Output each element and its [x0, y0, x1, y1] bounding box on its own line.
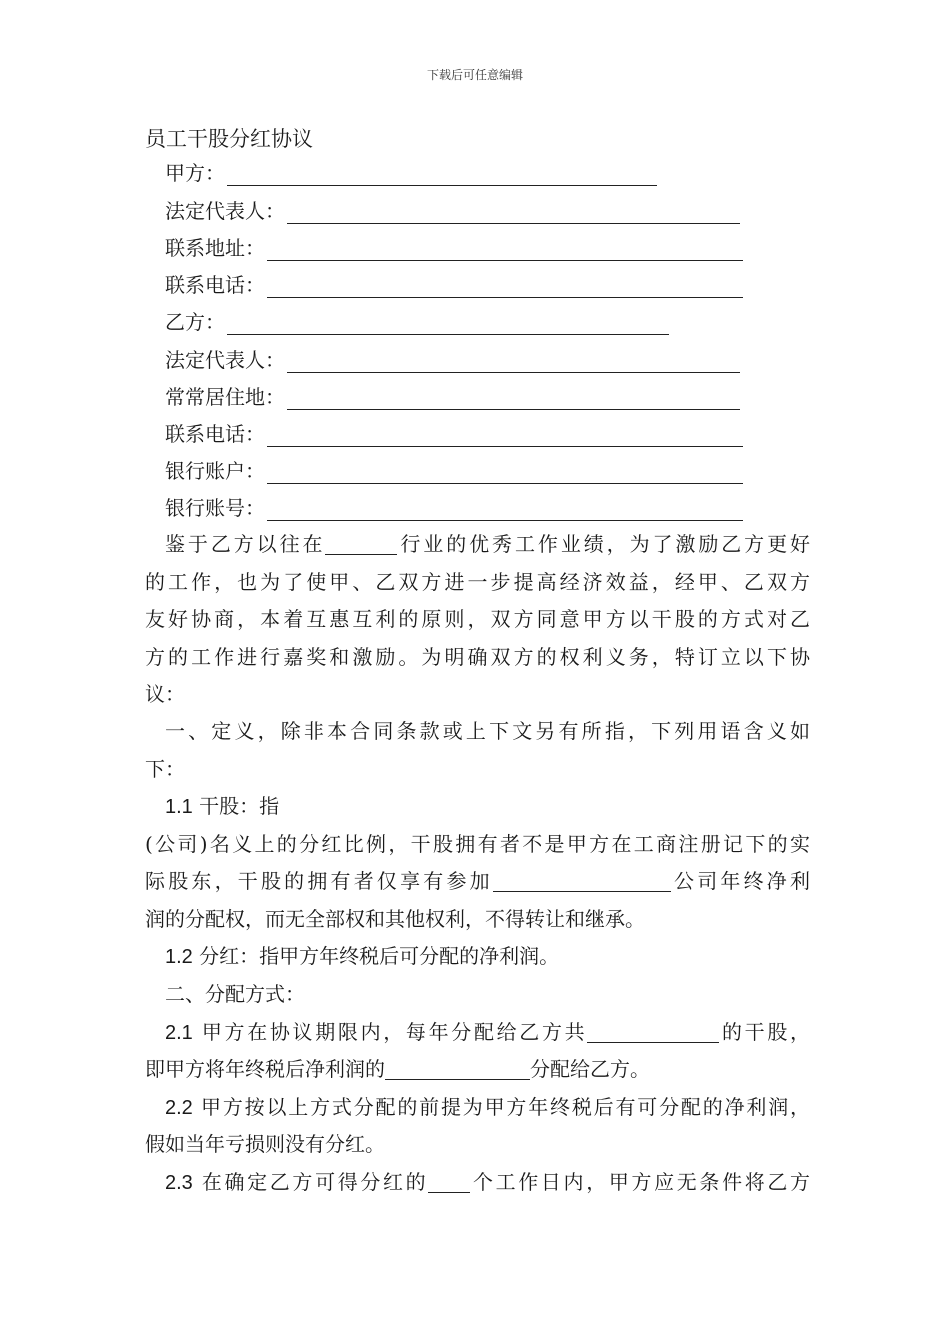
document-title: 员工干股分红协议	[145, 127, 313, 151]
text-line: 润的分配权，而无全部权和其他权利，不得转让和继承。	[145, 906, 645, 931]
section-heading: 一、定义，除非本合同条款或上下文另有所指，下列用语含义如	[165, 719, 810, 743]
clause-number: 1.2	[165, 946, 193, 968]
text-run: 公司年终净利	[670, 869, 811, 893]
text-line	[145, 526, 810, 564]
text-run: 即甲方将年终税后净利润的	[145, 1057, 385, 1081]
text-line: 议：	[145, 682, 185, 706]
text-run: 行业的优秀工作业绩，为了激励乙方更好	[397, 532, 811, 556]
clause-2-1	[145, 1014, 810, 1052]
text-run: 干股：指	[199, 794, 280, 818]
fill-in-line[interactable]	[287, 387, 740, 410]
clause-1-1	[145, 788, 810, 826]
fill-in-line[interactable]	[267, 461, 743, 484]
fill-in-line[interactable]	[227, 163, 657, 186]
fill-in-blank[interactable]	[428, 1168, 470, 1193]
text-line	[145, 1051, 810, 1089]
party-b-bank-account-field[interactable]	[165, 454, 743, 484]
text-line	[145, 863, 810, 901]
field-label: 常常居住地：	[165, 385, 285, 409]
text-run: 在确定乙方可得分红的	[201, 1169, 429, 1194]
fill-in-line[interactable]	[267, 275, 743, 298]
text-line: 友好协商，本着互惠互利的原则，双方同意甲方以干股的方式对乙	[145, 607, 810, 631]
clause-number: 1.1	[165, 796, 193, 818]
text-line: (公司)名义上的分红比例，干股拥有者不是甲方在工商注册记下的实	[145, 831, 810, 856]
fill-in-line[interactable]	[267, 498, 743, 521]
preamble-paragraph	[145, 526, 810, 714]
text-run: 甲方在协议期限内，每年分配给乙方共	[201, 1019, 588, 1044]
section-2	[145, 976, 810, 1201]
text-run: 分红：指甲方年终税后可分配的净利润。	[199, 944, 560, 968]
party-a-name-field[interactable]	[165, 156, 657, 186]
party-b-legal-rep-field[interactable]	[165, 343, 740, 373]
field-label: 甲方：	[165, 161, 225, 185]
party-a-legal-rep-field[interactable]	[165, 194, 740, 224]
field-label: 法定代表人：	[165, 348, 285, 372]
field-label: 乙方：	[165, 310, 225, 334]
text-run: 际股东，干股的拥有者仅享有参加	[145, 869, 493, 893]
clause-number: 2.1	[165, 1021, 193, 1044]
fill-in-line[interactable]	[267, 424, 743, 447]
fill-in-blank[interactable]	[385, 1055, 530, 1080]
clause-1-2	[145, 938, 810, 976]
field-label: 银行账号：	[165, 496, 265, 520]
clause-2-2	[145, 1089, 810, 1127]
party-b-name-field[interactable]	[165, 305, 669, 335]
party-a-address-field[interactable]	[165, 231, 743, 261]
fill-in-line[interactable]	[227, 312, 669, 335]
clause-number: 2.3	[165, 1171, 193, 1194]
text-run: 甲方按以上方式分配的前提为甲方年终税后有可分配的净利润，	[201, 1094, 811, 1119]
field-label: 联系地址：	[165, 236, 265, 260]
text-run: 个工作日内，甲方应无条件将乙方	[470, 1169, 811, 1194]
fill-in-line[interactable]	[267, 238, 743, 261]
fill-in-line[interactable]	[287, 350, 740, 373]
party-b-phone-field[interactable]	[165, 417, 743, 447]
section-heading: 二、分配方式：	[165, 982, 305, 1006]
field-label: 联系电话：	[165, 422, 265, 446]
fill-in-blank[interactable]	[325, 530, 397, 555]
clause-2-3	[145, 1164, 810, 1202]
fill-in-blank[interactable]	[493, 867, 671, 892]
text-line: 的工作，也为了使甲、乙双方进一步提高经济效益，经甲、乙双方	[145, 569, 810, 594]
fill-in-line[interactable]	[287, 201, 740, 224]
fill-in-blank[interactable]	[587, 1018, 719, 1043]
text-run: 的干股，	[719, 1019, 811, 1044]
party-b-residence-field[interactable]	[165, 380, 740, 410]
party-b-bank-number-field[interactable]	[165, 491, 743, 521]
field-label: 法定代表人：	[165, 199, 285, 223]
text-line: 方的工作进行嘉奖和激励。为明确双方的权利义务，特订立以下协	[145, 644, 810, 669]
text-line: 下：	[145, 756, 185, 781]
text-line: 假如当年亏损则没有分红。	[145, 1132, 385, 1156]
text-run: 分配给乙方。	[530, 1057, 650, 1081]
field-label: 银行账户：	[165, 459, 265, 483]
section-1	[145, 713, 810, 976]
header-note: 下载后可任意编辑	[426, 68, 523, 82]
party-a-phone-field[interactable]	[165, 268, 743, 298]
clause-number: 2.2	[165, 1096, 193, 1119]
field-label: 联系电话：	[165, 273, 265, 297]
text-run: 鉴于乙方以往在	[165, 532, 326, 556]
